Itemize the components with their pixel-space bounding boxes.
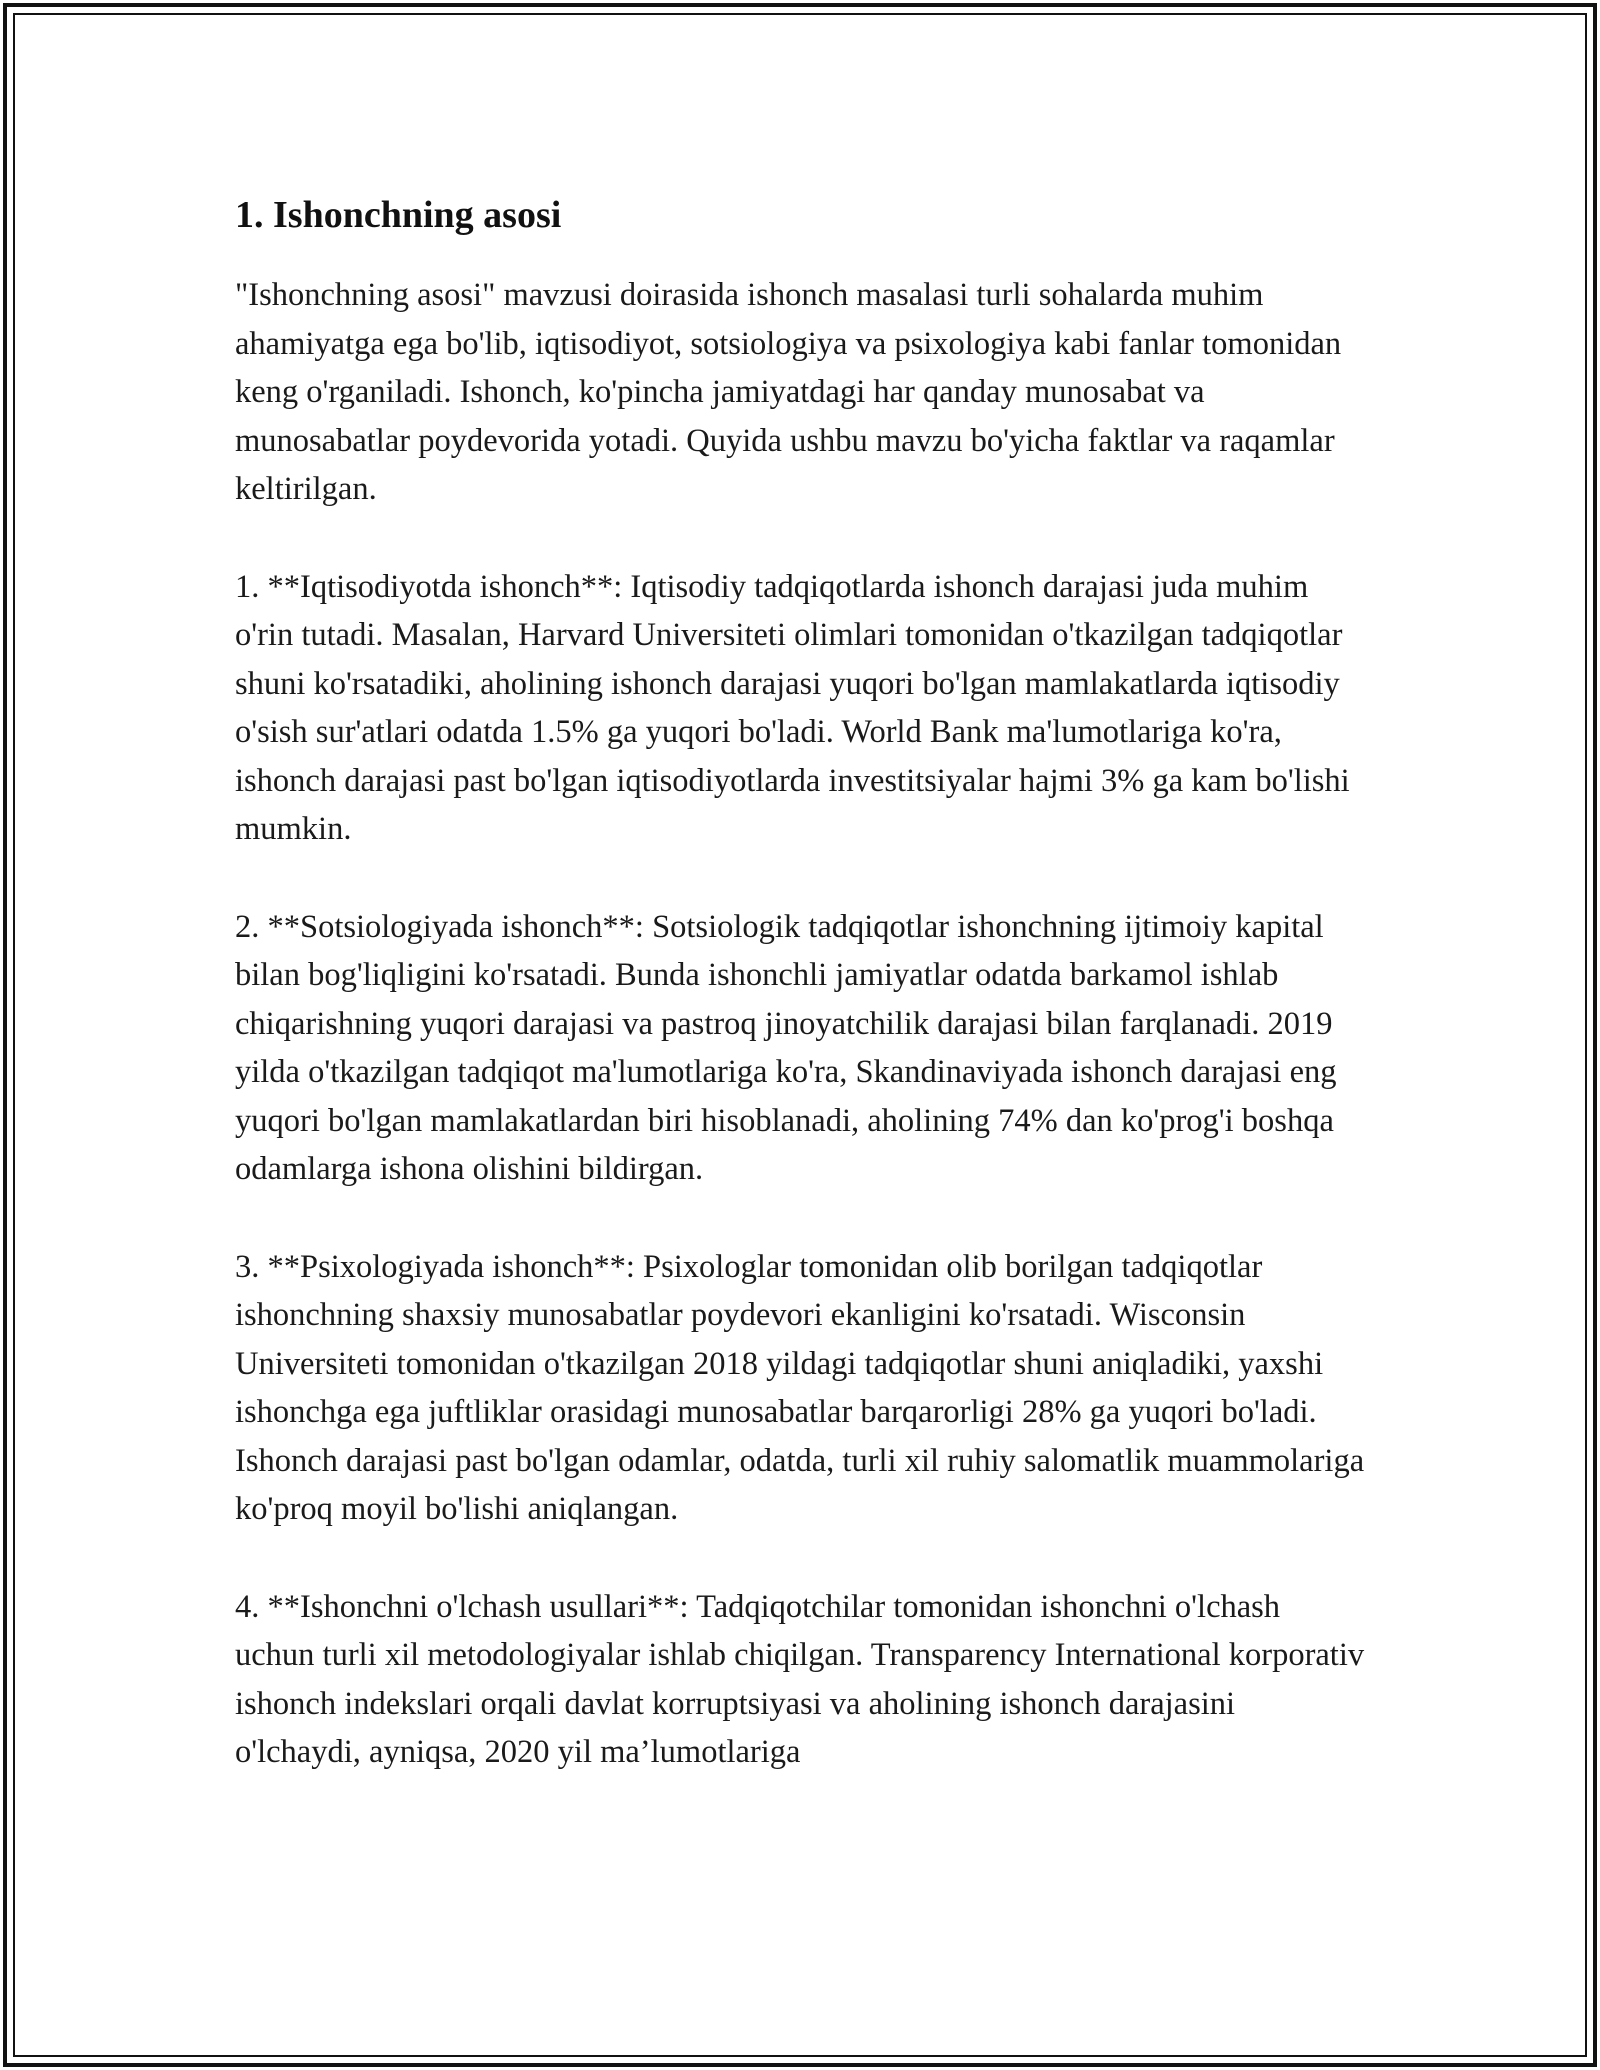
paragraph-economics: 1. **Iqtisodiyotda ishonch**: Iqtisodiy tadqiqotlarda ishonch darajasi juda muhim o'rin tutadi. Masalan, Harvard Universiteti olimlari tomonidan o'tkazilgan tadqiqotlar shuni ko'rsatadiki, aholining ishonch darajasi yuqori bo'lgan mamlakatlarda iqtisodiy o'sish sur'atlari odatda 1.5% ga yuqori bo'ladi. World Bank ma'lumotlariga ko'ra, ishonch darajasi past bo'lgan iqtisodiyotlarda investitsiyalar hajmi 3% ga kam bo'lishi mumkin.	[235, 568, 1350, 847]
paragraph-measurement: 4. **Ishonchni o'lchash usullari**: Tadqiqotchilar tomonidan ishonchni o'lchash uchun turli xil metodologiyalar ishlab chiqilgan. Transparency International korporativ ishonch indekslari orqali davlat korruptsiyasi va aholining ishonch darajasini o'lchaydi, ayniqsa, 2020 yil ma’lumotlariga	[235, 1588, 1365, 1770]
document-body	[235, 185, 1365, 1826]
paragraph-sociology: 2. **Sotsiologiyada ishonch**: Sotsiologik tadqiqotlar ishonchning ijtimoiy kapital bilan bog'liqligini ko'rsatadi. Bunda ishonchli jamiyatlar odatda barkamol ishlab chiqarishning yuqori darajasi va pastroq jinoyatchilik darajasi bilan farqlanadi. 2019 yilda o'tkazilgan tadqiqot ma'lumotlariga ko'ra, Skandinaviyada ishonch darajasi eng yuqori bo'lgan mamlakatlardan biri hisoblanadi, aholining 74% dan ko'prog'i boshqa odamlarga ishona olishini bildirgan.	[235, 908, 1337, 1187]
section-heading: 1. Ishonchning asosi	[235, 194, 562, 236]
intro-paragraph: "Ishonchning asosi" mavzusi doirasida ishonch masalasi turli sohalarda muhim ahamiyatga ega bo'lib, iqtisodiyot, sotsiologiya va psixologiya kabi fanlar tomonidan keng o'rganiladi. Ishonch, ko'pincha jamiyatdagi har qanday munosabat va munosabatlar poydevorida yotadi. Quyida ushbu mavzu bo'yicha faktlar va raqamlar keltirilgan.	[235, 277, 1342, 507]
paragraph-psychology: 3. **Psixologiyada ishonch**: Psixologlar tomonidan olib borilgan tadqiqotlar ishonchning shaxsiy munosabatlar poydevori ekanligini ko'rsatadi. Wisconsin Universiteti tomonidan o'tkazilgan 2018 yildagi tadqiqotlar shuni aniqladiki, yaxshi ishonchga ega juftliklar orasidagi munosabatlar barqarorligi 28% ga yuqori bo'ladi. Ishonch darajasi past bo'lgan odamlar, odatda, turli xil ruhiy salomatlik muammolariga ko'proq moyil bo'lishi aniqlangan.	[235, 1248, 1365, 1527]
